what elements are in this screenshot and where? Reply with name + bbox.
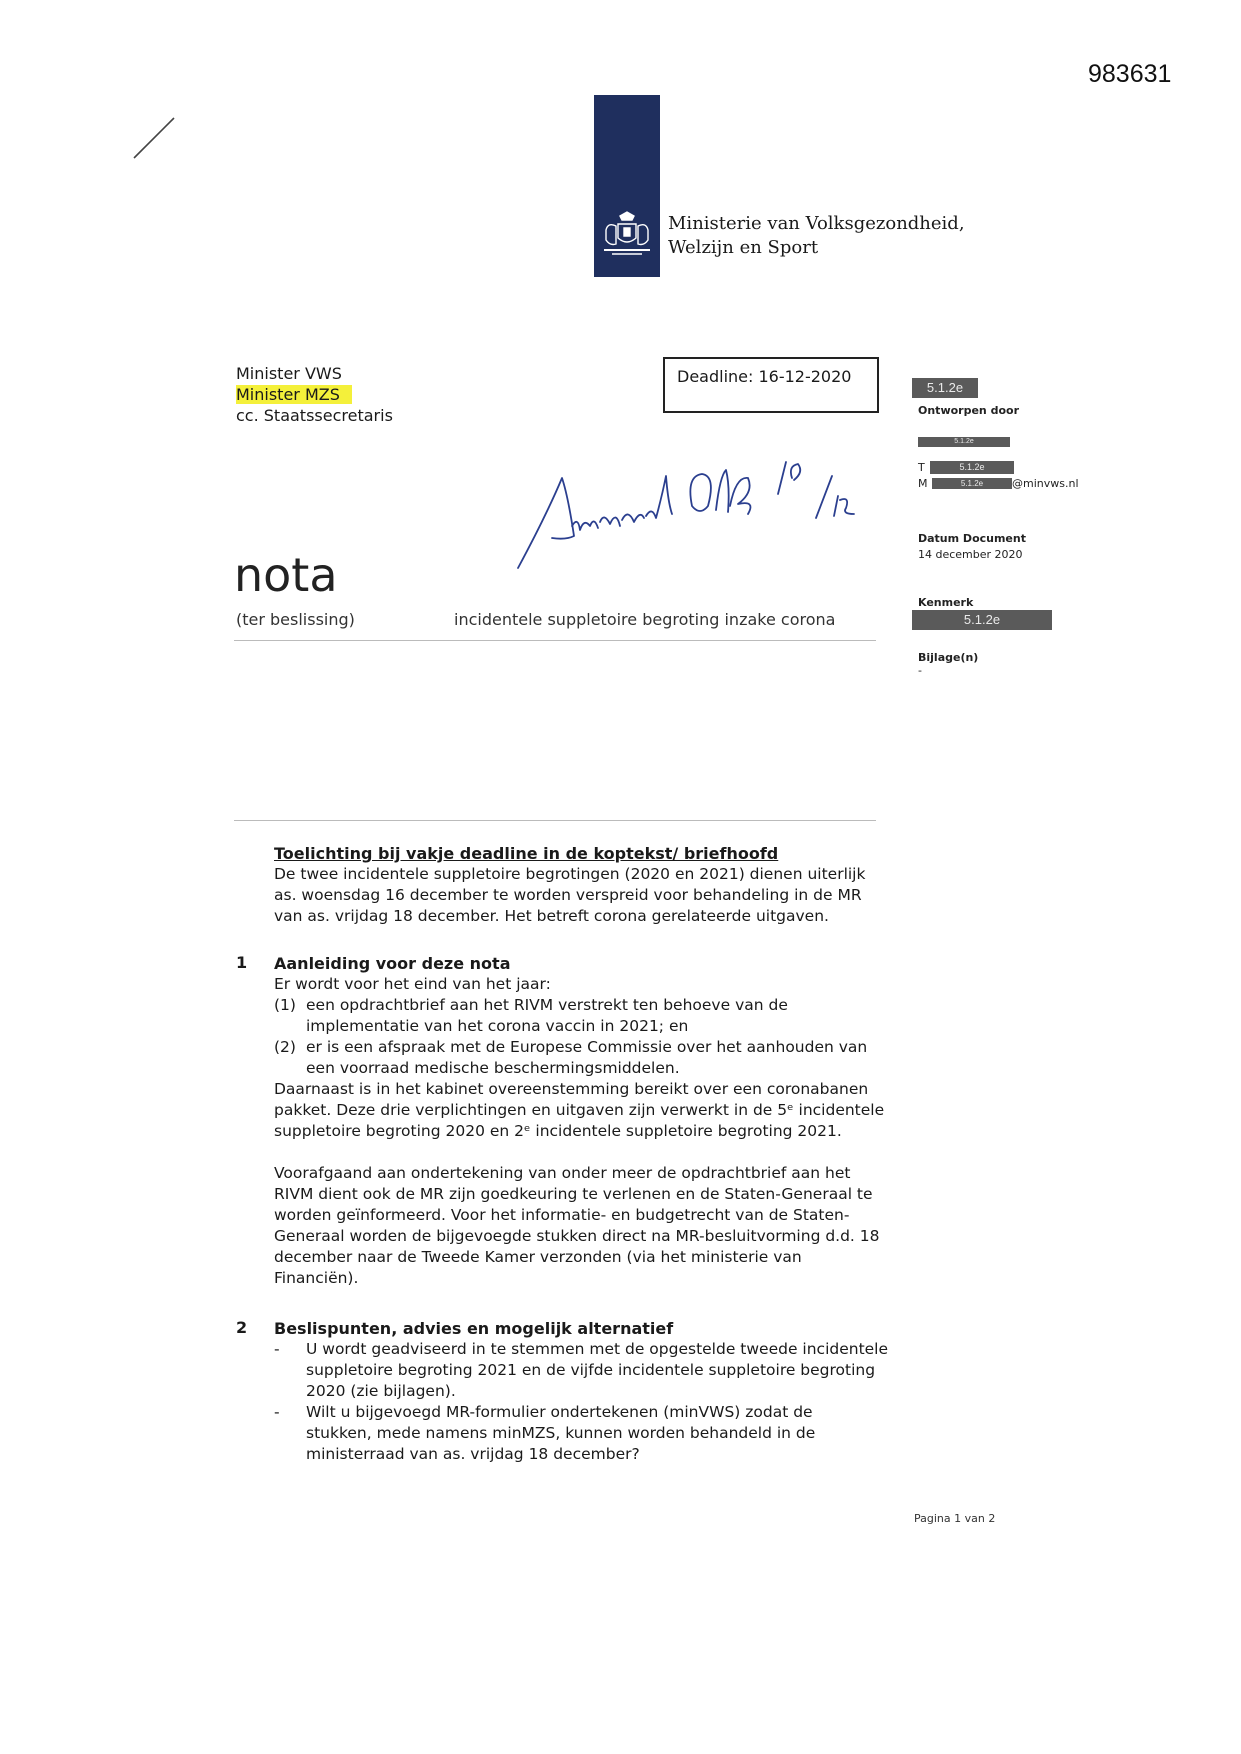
kenmerk-label: Kenmerk xyxy=(918,596,974,609)
toelichting-section xyxy=(274,843,914,927)
paragraph-line: Daarnaast is in het kabinet overeenstemming bereikt over een coronabanen xyxy=(274,1080,869,1098)
ministry-name-line-1: Ministerie van Volksgezondheid, xyxy=(668,213,965,234)
handwritten-approval-signature xyxy=(516,456,906,576)
divider xyxy=(234,820,876,821)
paragraph-line: december naar de Tweede Kamer verzonden (via het ministerie van xyxy=(274,1248,802,1266)
section-2-number: 2 xyxy=(236,1318,248,1337)
bijlage-label: Bijlage(n) xyxy=(918,651,979,664)
redaction-block: 5.1.2e xyxy=(918,437,1010,447)
paragraph-line: Voorafgaand aan ondertekening van onder meer de opdrachtbrief aan het xyxy=(274,1164,851,1182)
section-1-heading: Aanleiding voor deze nota xyxy=(274,954,511,973)
divider xyxy=(234,640,876,641)
datum-document-label: Datum Document xyxy=(918,532,1026,545)
redaction-block: 5.1.2e xyxy=(932,478,1012,489)
section-1 xyxy=(274,953,914,1289)
list-item xyxy=(274,1037,914,1079)
recipient-cc: cc. Staatssecretaris xyxy=(236,406,393,425)
recipient-1: Minister VWS xyxy=(236,364,342,383)
recipients xyxy=(236,363,393,426)
paragraph-line: Financiën). xyxy=(274,1269,359,1287)
list-item-line: 2020 (zie bijlagen). xyxy=(306,1382,456,1400)
list-item-line: een opdrachtbrief aan het RIVM verstrekt ten behoeve van de xyxy=(306,996,788,1014)
redaction-block: 5.1.2e xyxy=(912,610,1052,630)
section-2 xyxy=(274,1318,914,1465)
section-1-intro: Er wordt voor het eind van het jaar: xyxy=(274,975,551,993)
toelichting-heading: Toelichting bij vakje deadline in de koptekst/ briefhoofd xyxy=(274,844,779,863)
list-marker: (1) xyxy=(274,996,296,1014)
spacer xyxy=(274,1142,914,1163)
list-marker: (2) xyxy=(274,1038,296,1056)
list-item-line: implementatie van het corona vaccin in 2021; en xyxy=(306,1017,689,1035)
paragraph-line: worden geïnformeerd. Voor het informatie- en budgetrecht van de Staten- xyxy=(274,1206,850,1224)
list-item-line: er is een afspraak met de Europese Commissie over het aanhouden van xyxy=(306,1038,868,1056)
list-item-line: een voorraad medische beschermingsmiddelen. xyxy=(306,1059,680,1077)
datum-document-value: 14 december 2020 xyxy=(918,548,1023,561)
toelichting-line: De twee incidentele suppletoire begrotingen (2020 en 2021) dienen uiterlijk xyxy=(274,865,866,883)
list-item-line: suppletoire begroting 2021 en de vijfde incidentele suppletoire begroting xyxy=(306,1361,876,1379)
ministry-name xyxy=(668,212,965,260)
page-number: Pagina 1 van 2 xyxy=(914,1512,996,1525)
list-item xyxy=(274,995,914,1037)
section-1-number: 1 xyxy=(236,953,248,972)
paragraph-line: RIVM dient ook de MR zijn goedkeuring te verlenen en de Staten-Generaal te xyxy=(274,1185,873,1203)
list-item-line: stukken, mede namens minMZS, kunnen worden behandeld in de xyxy=(306,1424,816,1442)
decision-type: (ter beslissing) xyxy=(236,610,355,629)
document-number: 983631 xyxy=(1088,60,1172,88)
ministry-name-line-2: Welzijn en Sport xyxy=(668,237,819,258)
mobile-prefix: M xyxy=(918,477,928,490)
toelichting-line: van as. vrijdag 18 december. Het betreft corona gerelateerde uitgaven. xyxy=(274,907,829,925)
redaction-block: 5.1.2e xyxy=(912,378,978,398)
paragraph-line: Generaal worden de bijgevoegde stukken direct na MR-besluitvorming d.d. 18 xyxy=(274,1227,880,1245)
list-item xyxy=(274,1402,914,1465)
list-item-line: ministerraad van as. vrijdag 18 december? xyxy=(306,1445,640,1463)
paragraph-line: pakket. Deze drie verplichtingen en uitgaven zijn verwerkt in de 5ᵉ incidentele xyxy=(274,1101,885,1119)
phone-prefix: T xyxy=(918,461,925,474)
pen-mark xyxy=(128,116,178,162)
bijlage-value: - xyxy=(918,664,922,677)
redaction-block: 5.1.2e xyxy=(930,461,1014,474)
ontworpen-door-label: Ontworpen door xyxy=(918,404,1019,417)
list-item xyxy=(274,1339,914,1402)
list-item-line: U wordt geadviseerd in te stemmen met de opgestelde tweede incidentele xyxy=(306,1340,889,1358)
document-title: nota xyxy=(234,548,338,602)
email-domain: @minvws.nl xyxy=(1012,477,1079,490)
section-2-heading: Beslispunten, advies en mogelijk alternatief xyxy=(274,1319,674,1338)
list-item-line: Wilt u bijgevoegd MR-formulier ondertekenen (minVWS) zodat de xyxy=(306,1403,813,1421)
recipient-2-highlighted: Minister MZS xyxy=(236,385,352,404)
coat-of-arms-icon xyxy=(598,210,656,258)
deadline-box: Deadline: 16-12-2020 xyxy=(663,357,879,413)
paragraph-line: suppletoire begroting 2020 en 2ᵉ incidentele suppletoire begroting 2021. xyxy=(274,1122,842,1140)
toelichting-line: as. woensdag 16 december te worden verspreid voor behandeling in de MR xyxy=(274,886,862,904)
list-marker: - xyxy=(274,1340,280,1358)
subject-line: incidentele suppletoire begroting inzake corona xyxy=(454,610,836,629)
list-marker: - xyxy=(274,1403,280,1421)
